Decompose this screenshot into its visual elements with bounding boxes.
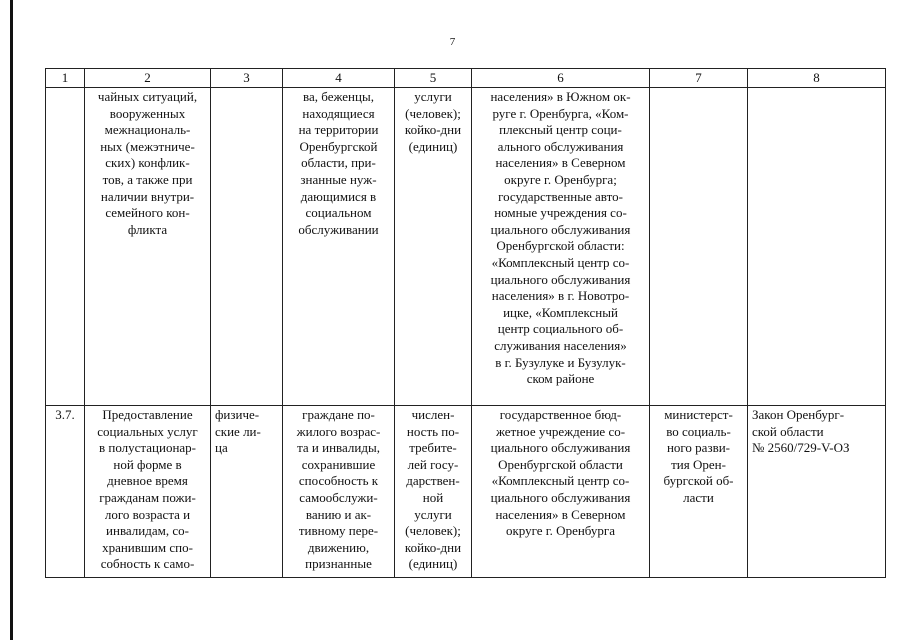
column-header: 5 (395, 69, 472, 88)
table-row (46, 88, 886, 406)
volume-indicator-cell: числен- ность по- требите- лей госу- дарствен- ной услуги (человек); койко-дни (единиц) (395, 406, 472, 578)
binding-edge-line (10, 0, 13, 640)
column-header: 8 (748, 69, 886, 88)
legal-basis-cell: Закон Оренбург- ской области № 2560/729-V-ОЗ (748, 406, 886, 578)
volume-indicator-cell: услуги (человек); койко-дни (единиц) (395, 88, 472, 406)
recipient-category-cell: ва, беженцы, находящиеся на территории Оренбургской области, при- знанные нуж- дающимися в социальном обслуживании (283, 88, 395, 406)
table-header-row (46, 69, 886, 88)
column-header: 4 (283, 69, 395, 88)
responsible-authority-cell (650, 88, 748, 406)
legal-basis-cell (748, 88, 886, 406)
provider-institution-cell: населения» в Южном ок- руге г. Оренбурга, «Ком- плексный центр соци- ального обслуживания населения» в Северном округе г. Оренбурга; государственные авто- номные учреждения со- циального обслуживания Оренбургской области: «Комплексный центр со- циального обслуживания населения» в г. Новотро- ицке, «Комплексный центр социального об- служивания населения» в г. Бузулуке и Бузулук- ском районе (472, 88, 650, 406)
column-header: 3 (211, 69, 283, 88)
page-number: 7 (449, 36, 456, 48)
services-table (45, 68, 886, 578)
table-row (46, 406, 886, 578)
recipient-type-cell (211, 88, 283, 406)
column-header: 7 (650, 69, 748, 88)
row-number-cell (46, 88, 85, 406)
column-header: 6 (472, 69, 650, 88)
provider-institution-cell: государственное бюд- жетное учреждение со- циального обслуживания Оренбургской области «Комплексный центр со- циального обслуживания населения» в Северном округе г. Оренбурга (472, 406, 650, 578)
service-name-cell: чайных ситуаций, вооруженных межнациональ- ных (межэтниче- ских) конфлик- тов, а также при наличии внутри- семейного кон- фликта (85, 88, 211, 406)
recipient-type-cell: физиче- ские ли- ца (211, 406, 283, 578)
column-header: 2 (85, 69, 211, 88)
responsible-authority-cell: министерст- во социаль- ного разви- тия Орен- бургской об- ласти (650, 406, 748, 578)
row-number-cell: 3.7. (46, 406, 85, 578)
column-header: 1 (46, 69, 85, 88)
service-name-cell: Предоставление социальных услуг в полустационар- ной форме в дневное время гражданам пожи- лого возраста и инвалидам, со- хранившим спо- собность к само- (85, 406, 211, 578)
recipient-category-cell: граждане по- жилого возрас- та и инвалиды, сохранившие способность к самообслужи- ванию и ак- тивному пере- движению, признанные (283, 406, 395, 578)
